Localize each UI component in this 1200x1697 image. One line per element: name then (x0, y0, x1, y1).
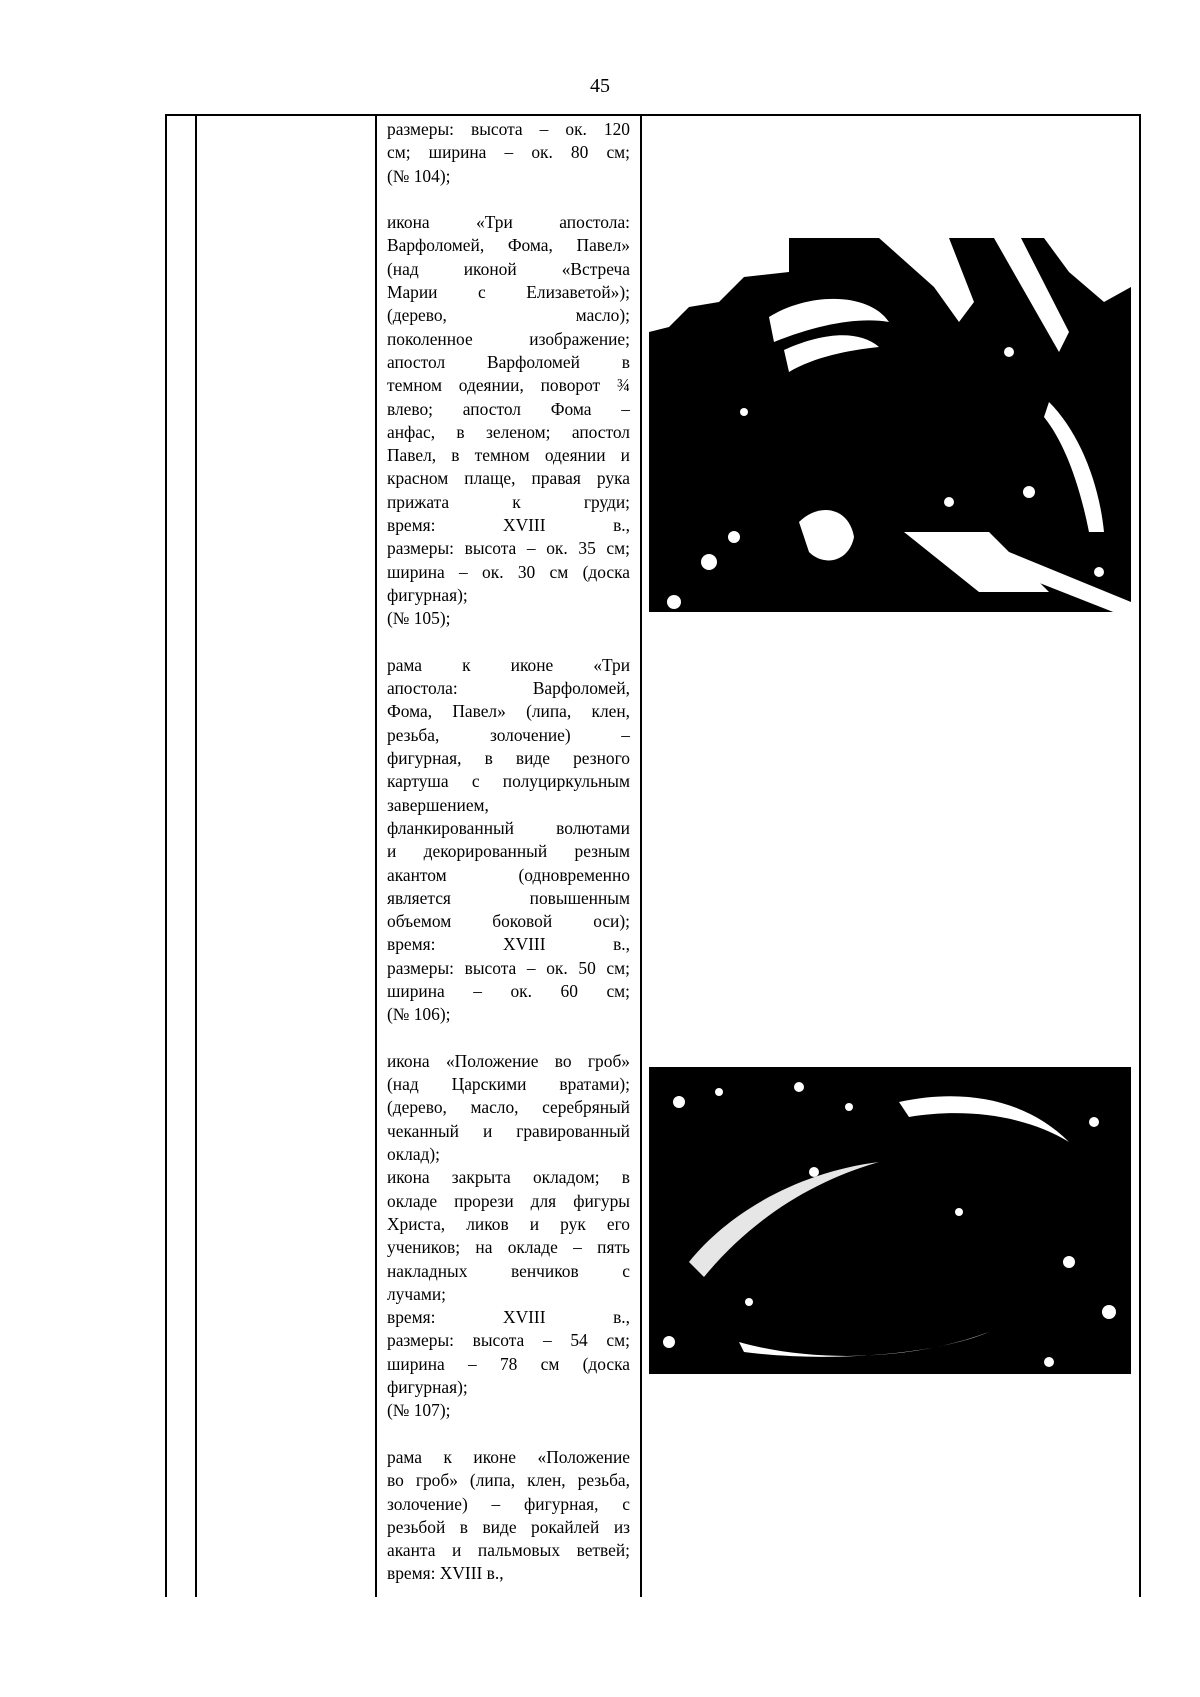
entry-line: ширина – ок. 30 см (доска (387, 561, 630, 582)
entry-line: (№ 105); (387, 608, 451, 629)
entry-line: оклад); (387, 1144, 441, 1165)
entry-spacer (387, 1423, 630, 1446)
entry-line: (№ 106); (387, 1004, 451, 1025)
entry-line: Варфоломей, Фома, Павел» (387, 235, 630, 256)
entry-line: картуша с полуциркульным (387, 771, 630, 792)
entry-line: время: XVIII в., (387, 1307, 630, 1328)
entry-108 (387, 1446, 630, 1586)
entry-spacer (387, 188, 630, 211)
entry-line: резьба, золочение) – (387, 724, 630, 745)
entry-line: прижата к груди; (387, 491, 630, 512)
entry-line: завершением, (387, 794, 489, 815)
entry-106 (387, 654, 630, 1027)
entry-line: (№ 104); (387, 165, 451, 186)
entry-line: размеры: высота – ок. 120 (387, 119, 630, 139)
entry-line: икона «Положение во гроб» (387, 1050, 630, 1071)
entry-line: размеры: высота – ок. 50 см; (387, 957, 630, 978)
entry-line: поколенное изображение; (387, 328, 630, 349)
entry-line: золочение) – фигурная, с (387, 1493, 630, 1514)
entry-107 (387, 1050, 630, 1423)
entry-104-cont (387, 118, 630, 188)
entry-line: и декорированный резным (387, 841, 630, 862)
entry-line: (над Царскими вратами); (387, 1074, 630, 1095)
entry-line: размеры: высота – 54 см; (387, 1330, 630, 1351)
entry-line: фигурная); (387, 1377, 468, 1398)
entry-line: размеры: высота – ок. 35 см; (387, 538, 630, 559)
table-border-col1 (195, 114, 197, 1597)
entry-line: объемом боковой оси); (387, 911, 630, 932)
table-border-left (165, 114, 167, 1597)
entry-line: во гроб» (липа, клен, резьба, (387, 1470, 630, 1491)
entry-line: окладе прорези для фигуры (387, 1190, 630, 1211)
entry-line: резьбой в виде рокайлей из (387, 1516, 630, 1537)
icon-entombment-photo (649, 1062, 1131, 1379)
entry-line: см; ширина – ок. 80 см; (387, 142, 630, 163)
entry-line: лучами; (387, 1283, 446, 1304)
entry-line: аканта и пальмовых ветвей; (387, 1540, 630, 1561)
entry-line: Фома, Павел» (липа, клен, (387, 701, 630, 722)
entry-line: является повышенным (387, 887, 630, 908)
table-top-border (165, 114, 1140, 116)
entry-line: рама к иконе «Три (387, 654, 630, 675)
entry-line: (дерево, масло, серебряный (387, 1097, 630, 1118)
entry-line: (дерево, масло); (387, 305, 630, 326)
entry-line: анфас, в зеленом; апостол (387, 421, 630, 442)
entry-line: накладных венчиков с (387, 1260, 630, 1281)
entry-line: фигурная); (387, 584, 468, 605)
entry-line: темном одеянии, поворот ¾ (387, 375, 630, 396)
entry-spacer (387, 631, 630, 654)
entry-line: Христа, ликов и рук его (387, 1213, 630, 1234)
entry-line: фигурная, в виде резного (387, 748, 630, 769)
entry-line: икона закрыта окладом; в (387, 1167, 630, 1188)
entry-line: (над иконой «Встреча (387, 258, 630, 279)
description-column (387, 118, 630, 1586)
entry-spacer (387, 1027, 630, 1050)
entry-line: акантом (одновременно (387, 864, 630, 885)
entry-line: учеников; на окладе – пять (387, 1237, 630, 1258)
page-number: 45 (590, 75, 610, 97)
entry-line: время: XVIII в., (387, 1563, 504, 1584)
entry-line: время: XVIII в., (387, 515, 630, 536)
table-border-right (1139, 114, 1141, 1597)
entry-line: рама к иконе «Положение (387, 1446, 630, 1467)
entry-line: чеканный и гравированный (387, 1120, 630, 1141)
entry-line: ширина – ок. 60 см; (387, 980, 630, 1001)
table-border-col2 (375, 114, 377, 1597)
entry-line: ширина – 78 см (доска (387, 1353, 630, 1374)
entry-line: влево; апостол Фома – (387, 398, 630, 419)
entry-line: апостол Варфоломей в (387, 351, 630, 372)
entry-line: время: XVIII в., (387, 934, 630, 955)
entry-line: Павел, в темном одеянии и (387, 445, 630, 466)
entry-105 (387, 211, 630, 630)
entry-line: фланкированный волютами (387, 817, 630, 838)
entry-line: красном плаще, правая рука (387, 468, 630, 489)
entry-line: Марии с Елизаветой»); (387, 282, 630, 303)
entry-line: (№ 107); (387, 1400, 451, 1421)
icon-three-apostles-photo (649, 232, 1131, 619)
table-border-col3 (640, 114, 642, 1597)
entry-line: апостола: Варфоломей, (387, 678, 630, 699)
entry-line: икона «Три апостола: (387, 212, 630, 233)
